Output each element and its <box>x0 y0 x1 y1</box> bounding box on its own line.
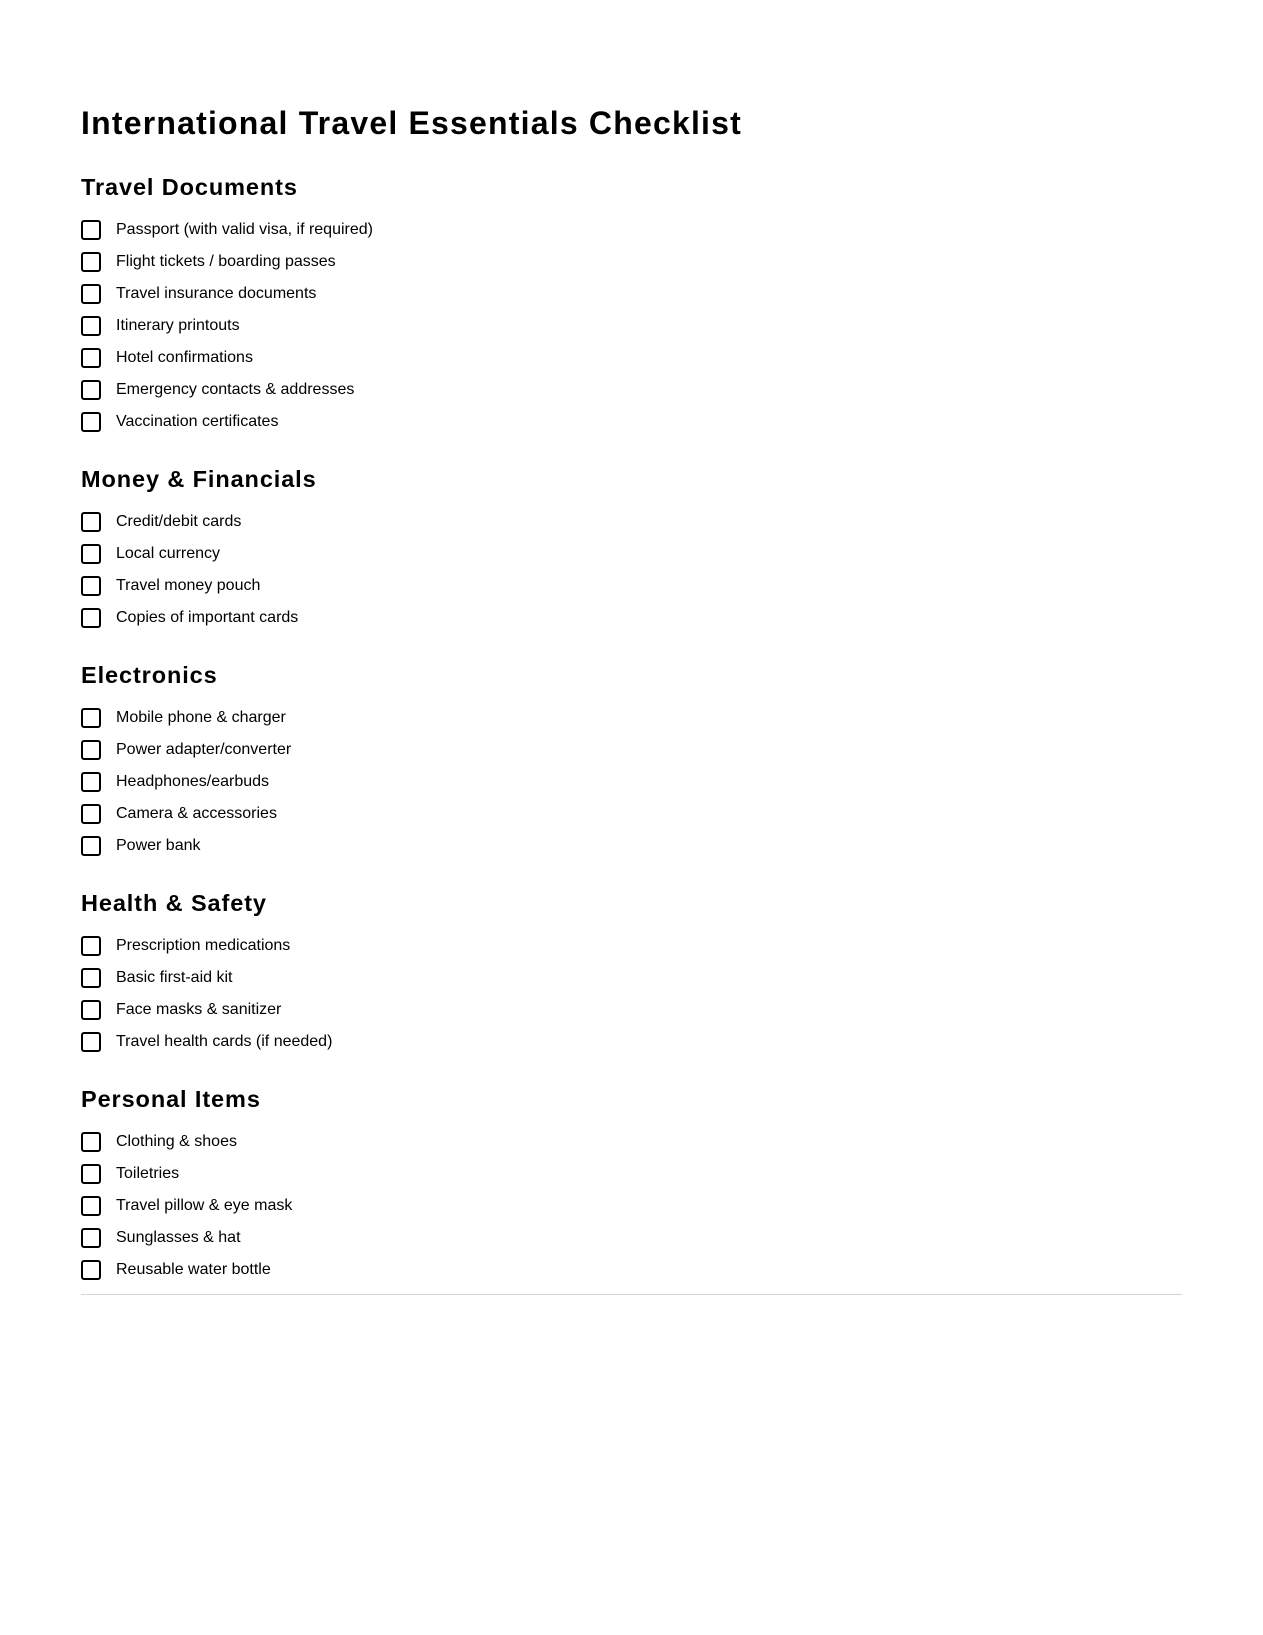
checklist-item[interactable] <box>81 214 1182 246</box>
item-label: Sunglasses & hat <box>116 1229 241 1246</box>
checklist-item[interactable] <box>81 798 1182 830</box>
section-money-financials <box>81 461 1182 634</box>
checkbox[interactable] <box>81 968 101 988</box>
item-label: Travel pillow & eye mask <box>116 1197 293 1214</box>
checkbox[interactable] <box>81 1228 101 1248</box>
item-label: Itinerary printouts <box>116 317 240 334</box>
section-heading: Personal Items <box>81 1086 261 1112</box>
item-label: Passport (with valid visa, if required) <box>116 221 373 238</box>
checklist-item[interactable] <box>81 246 1182 278</box>
checklist-item[interactable] <box>81 278 1182 310</box>
checklist-item[interactable] <box>81 374 1182 406</box>
checklist <box>81 930 1182 1058</box>
checklist-item[interactable] <box>81 506 1182 538</box>
item-label: Local currency <box>116 545 221 562</box>
item-label: Basic first-aid kit <box>116 969 233 986</box>
section-electronics <box>81 657 1182 862</box>
item-label: Face masks & sanitizer <box>116 1001 282 1018</box>
checklist-item[interactable] <box>81 602 1182 634</box>
checkbox[interactable] <box>81 512 101 532</box>
checklist-item[interactable] <box>81 570 1182 602</box>
item-label: Toiletries <box>116 1165 180 1182</box>
item-label: Camera & accessories <box>116 805 277 822</box>
item-label: Headphones/earbuds <box>116 773 270 790</box>
checkbox[interactable] <box>81 804 101 824</box>
item-label: Hotel confirmations <box>116 349 253 366</box>
checkbox[interactable] <box>81 380 101 400</box>
checklist-item[interactable] <box>81 406 1182 438</box>
item-label: Power adapter/converter <box>116 741 292 758</box>
item-label: Power bank <box>116 837 201 854</box>
checklist-item[interactable] <box>81 702 1182 734</box>
item-label: Clothing & shoes <box>116 1133 237 1150</box>
checklist-item[interactable] <box>81 994 1182 1026</box>
checkbox[interactable] <box>81 740 101 760</box>
checklist-item[interactable] <box>81 1158 1182 1190</box>
checkbox[interactable] <box>81 412 101 432</box>
checklist <box>81 214 1182 438</box>
checkbox[interactable] <box>81 608 101 628</box>
checklist-page <box>81 96 1182 1286</box>
section-heading: Travel Documents <box>81 174 298 200</box>
checklist-item[interactable] <box>81 830 1182 862</box>
checklist-item[interactable] <box>81 1190 1182 1222</box>
footer-divider <box>81 1294 1182 1295</box>
checkbox[interactable] <box>81 220 101 240</box>
item-label: Copies of important cards <box>116 609 299 626</box>
item-label: Emergency contacts & addresses <box>116 381 355 398</box>
checkbox[interactable] <box>81 1032 101 1052</box>
checkbox[interactable] <box>81 1132 101 1152</box>
page-title: International Travel Essentials Checklist <box>81 105 742 141</box>
item-label: Flight tickets / boarding passes <box>116 253 336 270</box>
item-label: Travel insurance documents <box>116 285 317 302</box>
checklist-item[interactable] <box>81 734 1182 766</box>
checkbox[interactable] <box>81 252 101 272</box>
checkbox[interactable] <box>81 772 101 792</box>
checkbox[interactable] <box>81 708 101 728</box>
checklist-item[interactable] <box>81 930 1182 962</box>
checkbox[interactable] <box>81 1260 101 1280</box>
checklist <box>81 1126 1182 1286</box>
section-heading: Health & Safety <box>81 890 267 916</box>
checklist-item[interactable] <box>81 962 1182 994</box>
checklist-item[interactable] <box>81 310 1182 342</box>
checkbox[interactable] <box>81 576 101 596</box>
checklist-item[interactable] <box>81 1126 1182 1158</box>
checkbox[interactable] <box>81 348 101 368</box>
item-label: Credit/debit cards <box>116 513 242 530</box>
checkbox[interactable] <box>81 1196 101 1216</box>
checklist-item[interactable] <box>81 342 1182 374</box>
section-personal-items <box>81 1081 1182 1286</box>
section-heading: Electronics <box>81 662 218 688</box>
checkbox[interactable] <box>81 1000 101 1020</box>
item-label: Prescription medications <box>116 937 291 954</box>
section-heading: Money & Financials <box>81 466 317 492</box>
checkbox[interactable] <box>81 836 101 856</box>
checklist-item[interactable] <box>81 1222 1182 1254</box>
checklist-item[interactable] <box>81 538 1182 570</box>
checkbox[interactable] <box>81 316 101 336</box>
checkbox[interactable] <box>81 1164 101 1184</box>
checkbox[interactable] <box>81 936 101 956</box>
checkbox[interactable] <box>81 284 101 304</box>
checkbox[interactable] <box>81 544 101 564</box>
section-health-safety <box>81 885 1182 1058</box>
item-label: Mobile phone & charger <box>116 709 286 726</box>
checklist-item[interactable] <box>81 1254 1182 1286</box>
item-label: Reusable water bottle <box>116 1261 271 1278</box>
checklist <box>81 506 1182 634</box>
checklist <box>81 702 1182 862</box>
item-label: Vaccination certificates <box>116 413 279 430</box>
section-travel-documents <box>81 169 1182 438</box>
checklist-item[interactable] <box>81 766 1182 798</box>
item-label: Travel health cards (if needed) <box>116 1033 333 1050</box>
checklist-item[interactable] <box>81 1026 1182 1058</box>
item-label: Travel money pouch <box>116 577 261 594</box>
